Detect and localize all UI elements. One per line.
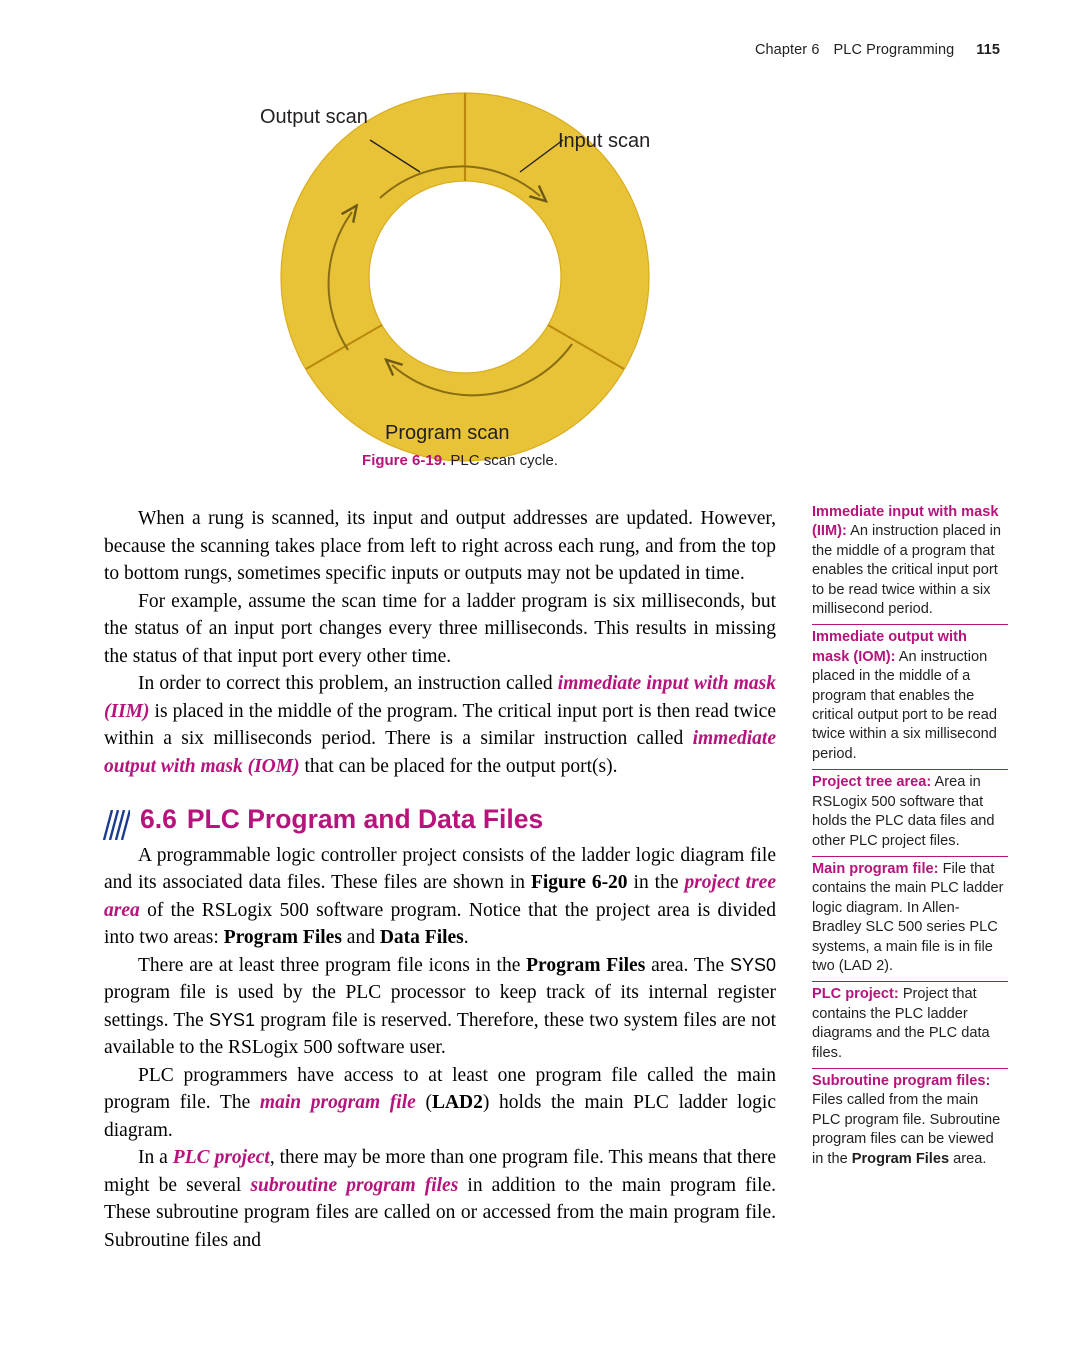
- p7-part-c: in addition to the main program file. These subroutine program files are called on or accessed from the main program file. Subroutine files and: [104, 1174, 777, 1251]
- section-title: PLC Program and Data Files: [186, 804, 544, 834]
- glossary-term: Subroutine program files:: [812, 1072, 991, 1089]
- glossary-definition: Files called from the main PLC program file. Subroutine program files can be viewed in the: [812, 1092, 1001, 1167]
- paragraph-3: [104, 670, 776, 780]
- p3-part-b: is placed in the middle of the program. The critical input port is then read twice within a six milliseconds period. There is a similar instruction called: [104, 700, 776, 749]
- glossary-entry: [812, 1068, 1008, 1174]
- paragraph-5: [104, 952, 776, 1062]
- main-text-column: [104, 505, 776, 1254]
- page-number: 115: [976, 42, 1000, 58]
- glossary-term: Project tree area:: [812, 774, 932, 791]
- paragraph-4: [104, 842, 776, 952]
- glossary-term: PLC project:: [812, 986, 899, 1003]
- glossary-definition: Area in RSLogix 500 software that holds the PLC data files and other PLC project files.: [812, 774, 995, 849]
- p7-part-b: , there may be more than one program file. This means that there might be several: [104, 1147, 776, 1196]
- figure-caption: [120, 452, 800, 469]
- glossary-entry: [812, 981, 1008, 1068]
- p7-part-a: In a: [138, 1147, 173, 1168]
- glossary-definition: An instruction placed in the middle of a program that enables the critical output port to be read twice within a six millisecond period.: [812, 648, 997, 762]
- figure-caption-label: Figure 6-19.: [362, 452, 447, 469]
- term-plc-project: PLC project: [172, 1147, 270, 1168]
- running-head: [755, 42, 1000, 58]
- glossary-term: Immediate output with mask (IOM):: [812, 629, 967, 665]
- term-iim: immediate input with mask (IIM): [104, 673, 776, 722]
- p5-part-g: program file is reserved. Therefore, these two system files are not available to the RSLogix 500 software user.: [104, 1009, 776, 1058]
- p6-part-b: (: [415, 1092, 432, 1113]
- p5-part-a: There are at least three program file icons in the: [138, 954, 527, 976]
- label-program-scan: Program scan: [385, 422, 510, 444]
- label-program-files-2: Program Files: [526, 954, 646, 976]
- p4-part-d: of the RSLogix 500 software program. Notice that the project area is divided into two areas:: [104, 899, 776, 948]
- glossary-term: Immediate input with mask (IIM):: [812, 504, 999, 540]
- label-input-scan: Input scan: [558, 130, 651, 152]
- glossary-entry: [812, 624, 1008, 769]
- p4-part-a: A programmable logic controller project consists of the ladder logic diagram file and its associated data files. These files are shown in: [104, 844, 776, 893]
- p4-part-c: in the: [627, 872, 685, 893]
- code-sys0: SYS0: [729, 954, 776, 975]
- glossary-entry: [812, 856, 1008, 981]
- term-main-program-file: main program file: [259, 1092, 416, 1113]
- ref-figure-6-20: Figure 6-20: [530, 872, 628, 893]
- glossary-definition: Project that contains the PLC ladder diagrams and the PLC data files.: [812, 986, 990, 1061]
- p5-part-e: program file is used by the PLC processor to keep track of its internal register settings. The: [104, 982, 776, 1031]
- paragraph-6: [104, 1062, 776, 1145]
- glossary-definition: An instruction placed in the middle of a program that enables the critical input port to be read twice within a six millisecond period.: [812, 523, 1001, 618]
- p3-part-c: that can be placed for the output port(s).: [299, 755, 618, 777]
- term-iom: immediate output with mask (IOM): [104, 728, 776, 777]
- paragraph-2: For example, assume the scan time for a ladder program is six milliseconds, but the status of an input port changes every three milliseconds. This results in missing the status of that input port every other time.: [104, 590, 776, 667]
- glossary-entry: [812, 500, 1008, 624]
- glossary-term: Main program file:: [812, 860, 939, 877]
- label-output-scan: Output scan: [260, 106, 368, 128]
- p6-part-a: PLC programmers have access to at least one program file called the main program file. The: [104, 1064, 776, 1113]
- running-head-title: PLC Programming: [833, 42, 955, 58]
- figure-caption-text: PLC scan cycle.: [450, 452, 558, 469]
- label-data-files: Data Files: [379, 927, 464, 948]
- label-program-files-1: Program Files: [223, 927, 342, 948]
- p4-part-f: and: [341, 927, 380, 948]
- term-subroutine-program-files: subroutine program files: [250, 1174, 459, 1196]
- section-mark-icon: [102, 810, 130, 840]
- section-number: 6.6: [140, 804, 177, 834]
- glossary-definition-bold: Program Files: [851, 1150, 950, 1167]
- figure-plc-scan-cycle: [120, 92, 800, 492]
- glossary-definition-tail: area.: [949, 1150, 987, 1167]
- p3-part-a: In order to correct this problem, an instruction called: [138, 673, 558, 694]
- paragraph-7: [104, 1144, 776, 1254]
- code-sys1: SYS1: [208, 1009, 255, 1030]
- label-lad2: LAD2: [431, 1092, 483, 1113]
- p6-part-d: ) holds the main PLC ladder logic diagram.: [104, 1092, 776, 1141]
- term-project-tree-area: project tree area: [104, 872, 776, 921]
- running-head-chapter: Chapter 6: [754, 42, 820, 58]
- p4-part-h: .: [463, 927, 469, 948]
- glossary-sidebar: [812, 500, 1008, 1174]
- glossary-entry: [812, 769, 1008, 856]
- paragraph-1: When a rung is scanned, its input and output addresses are updated. However, because the scanning takes place from left to right across each rung, and from the top to bottom rungs, sometimes specific inputs or outputs may not be updated in time.: [104, 508, 776, 584]
- glossary-definition: File that contains the main PLC ladder logic diagram. In Allen-Bradley SLC 500 series PLC systems, a main file is in file two (LAD 2).: [812, 860, 1004, 974]
- p5-part-c: area. The: [645, 954, 730, 976]
- section-heading: [104, 806, 776, 834]
